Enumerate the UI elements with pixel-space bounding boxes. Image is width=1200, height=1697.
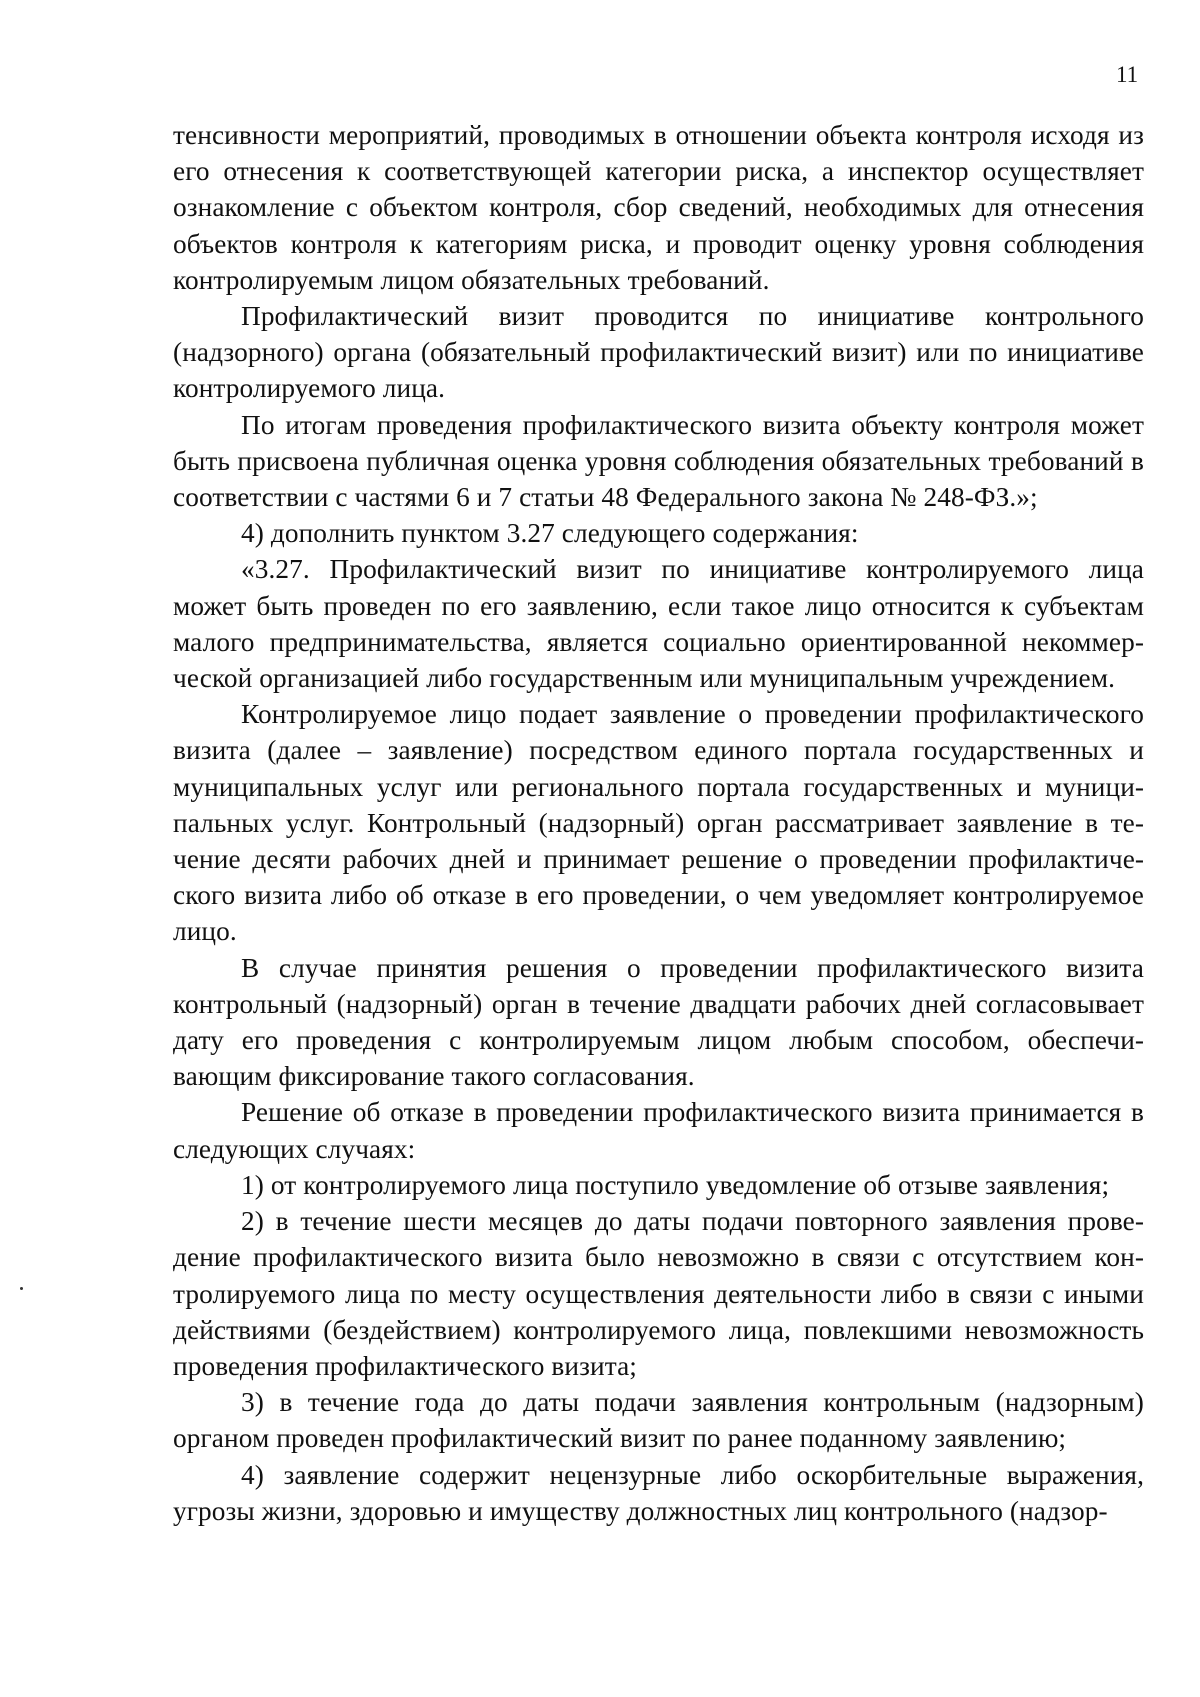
list-item-1: 1) от контролируемого лица поступило уведомление об отзыве заявления; — [241, 1169, 1110, 1200]
paragraph-8: Решение об отказе в проведении профилактического визита принимается в следующих случаях: — [173, 1097, 1144, 1164]
paragraph-3: По итогам проведения профилактического визита объекту контроля может быть присвоена публичная оценка уровня соблюдения обязательных требований в соответствии с частями 6 и 7 статьи 48 Федерального закона № 248-ФЗ.»; — [173, 409, 1144, 513]
page-number: 11 — [1116, 62, 1139, 87]
paragraph-2: Профилактический визит проводится по инициативе контрольного (надзорного) органа (обязательный профилактический визит) или по инициативе контролируемого лица. — [173, 301, 1144, 404]
paragraph-4: 4) дополнить пунктом 3.27 следующего содержания: — [241, 518, 859, 549]
paragraph-7: В случае принятия решения о проведении профилактического визита контрольный (надзорный) орган в течение двадцати рабочих дней согласовывает дату его проведения с контролируемым лицом любым способом, обеспечивающим фиксирование такого согласования. — [173, 952, 1144, 1092]
scan-margin-dot — [20, 1287, 23, 1290]
paragraph-1: тенсивности мероприятий, проводимых в отношении объекта контроля исходя из его отнесения к соответствующей категории риска, а инспектор осуществляет ознакомление с объектом контроля, сбор сведений, необходимых для отнесения объектов контроля к категориям риска, и проводит оценку уровня соблюдения контролируемым лицом обязательных требований. — [173, 120, 1144, 295]
document-body — [173, 117, 1144, 1529]
paragraph-6: Контролируемое лицо подает заявление о проведении профилактического визита (далее – заявление) посредством единого портала государственных и муниципальных услуг или регионального портала государственных и муниципальных услуг. Контрольный (надзорный) орган рассматривает заявление в течение десяти рабочих дней и принимает решение о проведении профилактического визита либо об отказе в его проведении, о чем уведомляет контролируемое лицо. — [173, 699, 1144, 947]
list-item-2: 2) в течение шести месяцев до даты подачи повторного заявления проведение профилактического визита было невозможно в связи с отсутствием контролируемого лица по месту осуществления деятельности либо в связи с иными действиями (бездействием) контролируемого лица, повлекшими невозможность проведения профилактического визита; — [173, 1206, 1144, 1381]
paragraph-5: «3.27. Профилактический визит по инициативе контролируемого лица может быть проведен по его заявлению, если такое лицо относится к субъектам малого предпринимательства, является социально ориентированной некоммерческой организацией либо государственным или муниципальным учреждением. — [173, 554, 1144, 694]
list-item-3: 3) в течение года до даты подачи заявления контрольным (надзорным) органом проведен профилактический визит по ранее поданному заявлению; — [173, 1387, 1144, 1454]
list-item-4: 4) заявление содержит нецензурные либо оскорбительные выражения, угрозы жизни, здоровью и имуществу должностных лиц контрольного (надзор- — [173, 1459, 1144, 1526]
